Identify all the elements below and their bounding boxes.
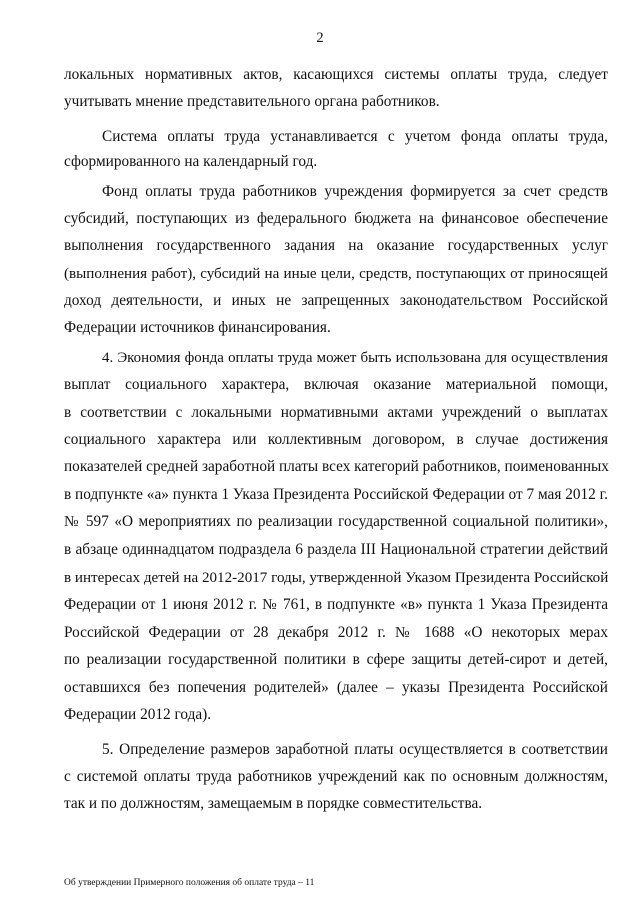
text-line: 4. Экономия фонда оплаты труда может быть использована для осуществления <box>102 350 608 366</box>
text-line: Федерации источников финансирования. <box>64 319 331 336</box>
text-line: выплат социального характера, включая оказание материальной помощи, <box>64 376 608 393</box>
text-line: Федерации 2012 года). <box>64 706 212 723</box>
text-line: в подпункте «а» пункта 1 Указа Президента Российской Федерации от 7 мая 2012 г. <box>64 486 608 503</box>
text-line: Система оплаты труда устанавливается с учетом фонда оплаты труда, <box>102 128 608 145</box>
text-line: выполнения государственного задания на оказание государственных услуг <box>64 237 608 254</box>
text-line: оставшихся без попечения родителей» (далее – указы Президента Российской <box>64 679 608 696</box>
text-line: доход деятельности, и иных не запрещенных законодательством Российской <box>64 292 608 309</box>
page-footer: Об утверждении Примерного положения об оплате труда – 11 <box>64 878 315 888</box>
text-line: по реализации государственной политики в сфере защиты детей-сирот и детей, <box>64 651 608 668</box>
text-line: учитывать мнение представительного органа работников. <box>64 93 440 110</box>
text-line: Российской Федерации от 28 декабря 2012 г. № 1688 «О некоторых мерах <box>64 624 608 641</box>
text-line: сформированного на календарный год. <box>64 153 318 170</box>
text-line: Федерации от 1 июня 2012 г. № 761, в подпункте «в» пункта 1 Указа Президента <box>64 596 608 613</box>
text-line: локальных нормативных актов, касающихся системы оплаты труда, следует <box>64 66 608 83</box>
text-line: Фонд оплаты труда работников учреждения формируется за счет средств <box>102 183 608 200</box>
text-line: в абзаце одиннадцатом подраздела 6 раздела III Национальной стратегии действий <box>64 541 608 558</box>
text-line: с системой оплаты труда работников учреждений как по основным должностям, <box>64 768 608 785</box>
text-line: в интересах детей на 2012-2017 годы, утвержденной Указом Президента Российской <box>64 570 609 586</box>
text-line: 5. Определение размеров заработной платы осуществляется в соответствии <box>102 741 608 758</box>
text-line: так и по должностям, замещаемым в порядке совместительства. <box>64 795 483 812</box>
text-line: № 597 «О мероприятиях по реализации государственной социальной политики», <box>64 513 608 530</box>
page-number: 2 <box>316 30 324 46</box>
text-line: субсидий, поступающих из федерального бюджета на финансовое обеспечение <box>64 210 608 227</box>
text-line: показателей средней заработной платы всех категорий работников, поименованных <box>64 458 609 475</box>
text-line: (выполнения работ), субсидий на иные цели, средств, поступающих от приносящей <box>64 266 608 282</box>
text-line: в соответствии с локальными нормативными актами учреждений о выплатах <box>64 404 608 421</box>
text-line: социального характера или коллективным договором, в случае достижения <box>64 431 608 448</box>
